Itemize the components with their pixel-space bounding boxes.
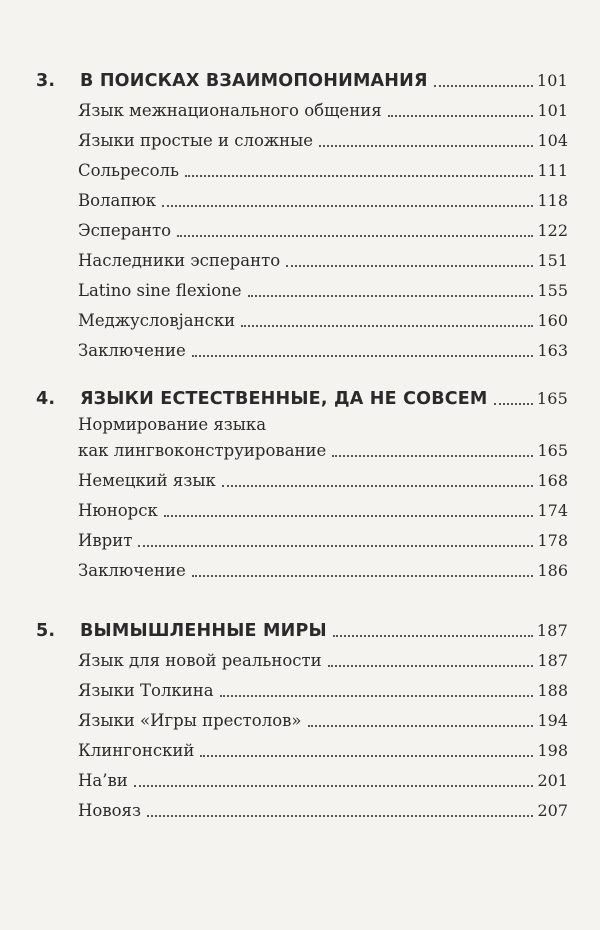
toc-entry[interactable] (36, 92, 568, 122)
entry-title: Языки Толкина (78, 681, 214, 700)
dot-leader (192, 355, 534, 357)
entry-title: Заключение (78, 341, 186, 360)
toc-entry[interactable] (36, 332, 568, 362)
dot-leader (162, 205, 533, 207)
chapter-page-number: 101 (536, 71, 568, 90)
toc-entry[interactable] (36, 702, 568, 732)
dot-leader (147, 815, 533, 817)
entry-page-number: 104 (537, 131, 568, 150)
entry-page-number: 122 (537, 221, 568, 240)
dot-leader (332, 455, 533, 457)
entry-title: Нюнорск (78, 501, 158, 520)
toc-entry[interactable] (36, 492, 568, 522)
dot-leader (328, 665, 534, 667)
entry-title: Наследники эсперанто (78, 251, 281, 270)
entry-page-number: 168 (537, 471, 568, 490)
entry-title: Волапюк (78, 191, 157, 210)
chapter-title: В ПОИСКАХ ВЗАИМОПОНИМАНИЯ (80, 71, 428, 91)
dot-leader (434, 85, 533, 87)
dot-leader (222, 485, 534, 487)
chapter-number: 5. (36, 621, 56, 641)
dot-leader (192, 575, 534, 577)
entry-title: Эсперанто (78, 221, 172, 240)
entry-page-number: 163 (537, 341, 568, 360)
dot-leader (200, 755, 533, 757)
entry-page-number: 201 (537, 771, 568, 790)
dot-leader (333, 635, 533, 637)
dot-leader (388, 115, 534, 117)
entry-page-number: 178 (537, 531, 568, 550)
dot-leader (286, 265, 533, 267)
entry-page-number: 165 (537, 441, 568, 460)
entry-title: Иврит (78, 531, 133, 550)
toc-entry[interactable] (36, 642, 568, 672)
entry-page-number: 207 (537, 801, 568, 820)
entry-title: Языки «Игры престолов» (78, 711, 302, 730)
chapter-heading[interactable] (36, 612, 568, 642)
entry-page-number: 198 (537, 741, 568, 760)
entry-title: Заключение (78, 561, 186, 580)
dot-leader (134, 785, 534, 787)
toc-entry[interactable] (36, 242, 568, 272)
toc-entry[interactable] (36, 122, 568, 152)
toc-entry[interactable] (36, 732, 568, 762)
entry-title: как лингвоконструирование (78, 441, 327, 460)
toc-entry[interactable] (36, 410, 568, 462)
chapter-title: ВЫМЫШЛЕННЫЕ МИРЫ (80, 621, 327, 641)
toc-entry[interactable] (36, 672, 568, 702)
entry-page-number: 194 (537, 711, 568, 730)
entry-title-line1: Нормирование языка (78, 415, 267, 434)
entry-title: На’ви (78, 771, 128, 790)
chapter-3 (36, 62, 568, 362)
chapter-heading[interactable] (36, 62, 568, 92)
chapter-4 (36, 380, 568, 582)
entry-title: Немецкий язык (78, 471, 216, 490)
entry-page-number: 187 (537, 651, 568, 670)
entry-page-number: 111 (537, 161, 568, 180)
entry-page-number: 174 (537, 501, 568, 520)
chapter-heading[interactable] (36, 380, 568, 410)
dot-leader (319, 145, 533, 147)
chapter-page-number: 187 (536, 621, 568, 640)
chapter-number: 3. (36, 71, 56, 91)
toc-entry[interactable] (36, 272, 568, 302)
chapter-number: 4. (36, 389, 56, 409)
entry-page-number: 160 (537, 311, 568, 330)
toc-entry[interactable] (36, 552, 568, 582)
entry-page-number: 101 (537, 101, 568, 120)
chapter-5 (36, 612, 568, 822)
toc-entry[interactable] (36, 792, 568, 822)
dot-leader (220, 695, 534, 697)
dot-leader (494, 403, 533, 405)
chapter-page-number: 165 (536, 389, 568, 408)
dot-leader (177, 235, 533, 237)
toc-entry[interactable] (36, 182, 568, 212)
dot-leader (241, 325, 533, 327)
dot-leader (185, 175, 533, 177)
entry-title: Latino sine flexione (78, 281, 242, 300)
entry-title: Сольресоль (78, 161, 179, 180)
dot-leader (138, 545, 533, 547)
entry-title: Новояз (78, 801, 141, 820)
entry-page-number: 155 (537, 281, 568, 300)
entry-title: Язык межнационального общения (78, 101, 382, 120)
entry-title: Клингонский (78, 741, 195, 760)
dot-leader (308, 725, 534, 727)
toc-entry[interactable] (36, 762, 568, 792)
entry-page-number: 186 (537, 561, 568, 580)
entry-title: Меджусловјански (78, 311, 236, 330)
entry-page-number: 188 (537, 681, 568, 700)
toc-entry[interactable] (36, 462, 568, 492)
entry-page-number: 118 (537, 191, 568, 210)
dot-leader (248, 295, 534, 297)
toc-entry[interactable] (36, 302, 568, 332)
entry-page-number: 151 (537, 251, 568, 270)
entry-title: Язык для новой реальности (78, 651, 322, 670)
toc-entry[interactable] (36, 522, 568, 552)
entry-title: Языки простые и сложные (78, 131, 313, 150)
toc-entry[interactable] (36, 212, 568, 242)
chapter-title: ЯЗЫКИ ЕСТЕСТВЕННЫЕ, ДА НЕ СОВСЕМ (80, 389, 488, 409)
dot-leader (164, 515, 534, 517)
toc-entry[interactable] (36, 152, 568, 182)
